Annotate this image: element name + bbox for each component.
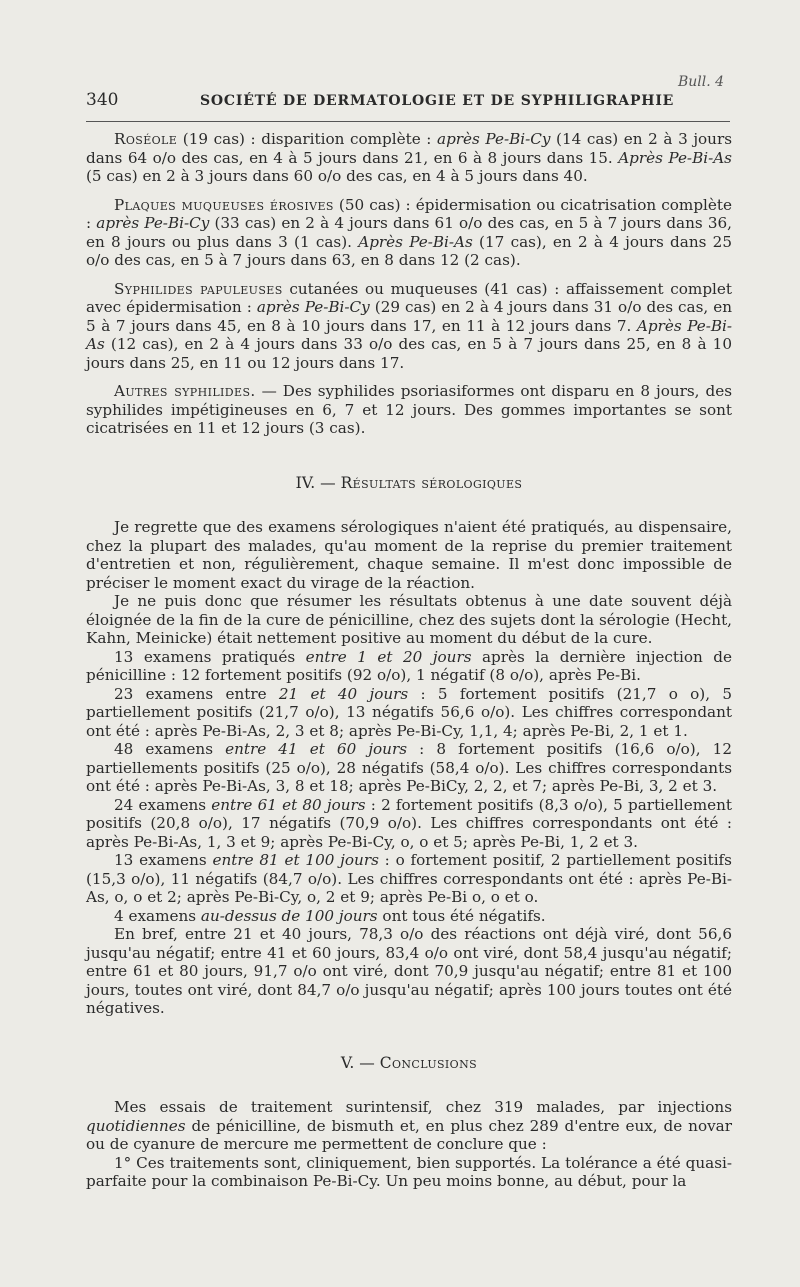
paragraph-roseole	[86, 130, 732, 186]
section-heading-v	[86, 1054, 732, 1073]
body-paragraph: 23 examens entre 21 et 40 jours : 5 fortement positifs (21,7 o o), 5 partiellement positifs (21,7 o/o), 13 négatifs 56,6 o/o). Les chiffres correspondant ont été : après Pe-Bi-As, 2, 3 et 8; après Pe-Bi-Cy, 1,1, 4; après Pe-Bi, 2, 1 et 1.	[86, 684, 732, 740]
body-paragraph: 48 examens entre 41 et 60 jours : 8 fortement positifs (16,6 o/o), 12 partiellements positifs (25 o/o), 28 négatifs (58,4 o/o). Les chiffres correspondants ont été : après Pe-Bi-As, 3, 8 et 18; après Pe-BiCy, 2, 2, et 7; après Pe-Bi, 3, 2 et 3.	[86, 740, 732, 795]
body-paragraph: Je regrette que des examens sérologiques n'aient été pratiqués, au dispensaire, chez la plupart des malades, qu'au moment de la reprise du premier traitement d'entretien et non, régulièrement, chaque semaine. Il m'est donc impossible de préciser le moment exact du virage de la réaction.	[86, 518, 732, 592]
journal-title: SOCIÉTÉ DE DERMATOLOGIE ET DE SYPHILIGRAPHIE	[200, 93, 675, 109]
running-header	[86, 90, 730, 114]
section-heading-iv	[86, 474, 732, 493]
header-rule	[86, 121, 730, 122]
paragraph-syphilides	[86, 280, 732, 373]
lead-label: Plaques muqueuses érosives	[114, 195, 334, 214]
corner-annotation: Bull. 4	[678, 74, 725, 90]
body-paragraph: 13 examens pratiqués entre 1 et 20 jours après la dernière injection de pénicilline : 12 fortement positifs (92 o/o), 1 négatif (8 o/o), après Pe-Bi.	[86, 647, 732, 684]
section-number: V. —	[340, 1053, 375, 1072]
body-paragraph: Je ne puis donc que résumer les résultats obtenus à une date souvent déjà éloignée de la fin de la cure de pénicilline, chez des sujets dont la sérologie (Hecht, Kahn, Meinicke) était nettement positive au moment du début de la cure.	[86, 592, 732, 647]
body-paragraph: 1° Ces traitements sont, cliniquement, bien supportés. La tolérance a été quasi-parfaite pour la combinaison Pe-Bi-Cy. Un peu moins bonne, au début, pour la	[86, 1153, 732, 1190]
section-iv-body	[86, 518, 732, 1018]
lead-label: Syphilides papuleuses	[114, 279, 283, 298]
section-v-body	[86, 1098, 732, 1191]
body-paragraph: 13 examens entre 81 et 100 jours : o fortement positif, 2 partiellement positifs (15,3 o/o), 11 négatifs (84,7 o/o). Les chiffres correspondants ont été : après Pe-Bi-As, o, o et 2; après Pe-Bi-Cy, o, 2 et 9; après Pe-Bi o, o et o.	[86, 851, 732, 906]
lead-label: Autres syphilides.	[114, 382, 256, 400]
body-paragraph: 24 examens entre 61 et 80 jours : 2 fortement positifs (8,3 o/o), 5 partiellement positifs (20,8 o/o), 17 négatifs (70,9 o/o). Les chiffres correspondants ont été : après Pe-Bi-As, 1, 3 et 9; après Pe-Bi-Cy, o, o et 5; après Pe-Bi, 1, 2 et 3.	[86, 795, 732, 851]
body-paragraph: En bref, entre 21 et 40 jours, 78,3 o/o des réactions ont déjà viré, dont 56,6 jusqu'au négatif; entre 41 et 60 jours, 83,4 o/o ont viré, dont 58,4 jusqu'au négatif; entre 61 et 80 jours, 91,7 o/o ont viré, dont 70,9 jusqu'au négatif; entre 81 et 100 jours, toutes ont viré, dont 84,7 o/o jusqu'au négatif; après 100 jours toutes ont été négatives.	[86, 925, 732, 1017]
paragraph-text: cutanées ou muqueuses (41 cas) : affaissement complet avec épidermisation : après Pe-Bi-Cy (29 cas) en 2 à 4 jours dans 31 o/o des cas, en 5 à 7 jours dans 45, en 8 à 10 jours dans 17, en 11 à 12 jours dans 7. Après Pe-Bi-As (12 cas), en 2 à 4 jours dans 33 o/o des cas, en 5 à 7 jours dans 25, en 8 à 10 jours dans 25, en 11 ou 12 jours dans 17.	[86, 279, 733, 372]
paragraph-text: (50 cas) : épidermisation ou cicatrisation complète : après Pe-Bi-Cy (33 cas) en 2 à 4 jours dans 61 o/o des cas, en 5 à 7 jours dans 36, en 8 jours ou plus dans 3 (1 cas). Après Pe-Bi-As (17 cas), en 2 à 4 jours dans 25 o/o des cas, en 5 à 7 jours dans 63, en 8 dans 12 (2 cas).	[86, 195, 732, 269]
section-title: Conclusions	[379, 1053, 478, 1072]
lead-label: Roséole	[114, 130, 178, 148]
body-paragraph: Mes essais de traitement surintensif, chez 319 malades, par injections quotidiennes de pénicilline, de bismuth et, en plus chez 289 d'entre eux, de novar ou de cyanure de mercure me permettent de conclure que :	[86, 1098, 732, 1153]
body-paragraph: 4 examens au-dessus de 100 jours ont tous été négatifs.	[114, 906, 546, 925]
paragraph-plaques	[86, 196, 732, 270]
page-number: 340	[86, 90, 119, 110]
article-body	[86, 130, 732, 1191]
section-number: IV. —	[295, 473, 336, 492]
paragraph-text: — Des syphilides psoriasiformes ont disparu en 8 jours, des syphilides impétigineuses en 6, 7 et 12 jours. Des gommes importantes se sont cicatrisées en 11 et 12 jours (3 cas).	[86, 382, 733, 437]
paragraph-autres	[86, 382, 732, 438]
paragraph-text: (19 cas) : disparition complète : après Pe-Bi-Cy (14 cas) en 2 à 3 jours dans 64 o/o des cas, en 4 à 5 jours dans 21, en 6 à 8 jours dans 15. Après Pe-Bi-As (5 cas) en 2 à 3 jours dans 60 o/o des cas, en 4 à 5 jours dans 40.	[86, 130, 733, 185]
section-title: Résultats sérologiques	[340, 473, 523, 492]
